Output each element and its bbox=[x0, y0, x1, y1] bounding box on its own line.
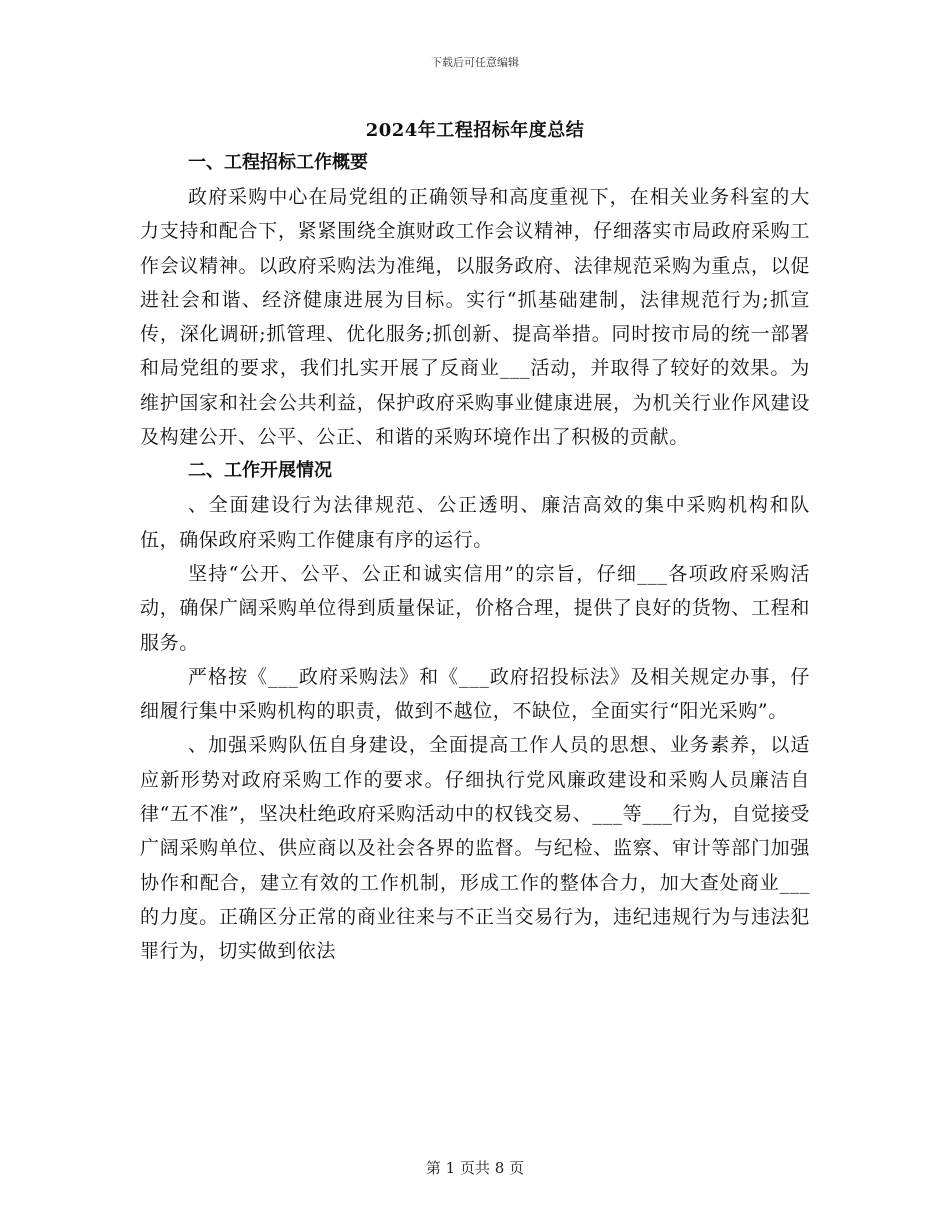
document-body bbox=[140, 146, 810, 969]
page-number-footer: 第 1 页共 8 页 bbox=[425, 1159, 525, 1177]
document-title: 2024年工程招标年度总结 bbox=[365, 120, 585, 141]
section-heading: 二、工作开展情况 bbox=[188, 460, 332, 482]
section-2 bbox=[140, 454, 810, 968]
section-heading: 一、工程招标工作概要 bbox=[188, 152, 368, 173]
paragraph: 严格按《___政府采购法》和《___政府招投标法》及相关规定办事，仔细履行集中采购机构的职责，做到不越位，不缺位，全面实行“阳光采购”。 bbox=[140, 665, 810, 723]
section-1 bbox=[140, 146, 810, 454]
paragraph: 坚持“公开、公平、公正和诚实信用”的宗旨，仔细___各项政府采购活动，确保广阔采购单位得到质量保证，价格合理，提供了良好的货物、工程和服务。 bbox=[140, 562, 810, 654]
paragraph: 、全面建设行为法律规范、公正透明、廉洁高效的集中采购机构和队伍，确保政府采购工作健康有序的运行。 bbox=[140, 494, 810, 551]
header-note: 下载后可任意编辑 bbox=[431, 56, 519, 69]
paragraph: 政府采购中心在局党组的正确领导和高度重视下，在相关业务科室的大力支持和配合下，紧紧围绕全旗财政工作会议精神，仔细落实市局政府采购工作会议精神。以政府采购法为准绳，以服务政府、法律规范采购为重点，以促进社会和谐、经济健康进展为目标。实行“抓基础建制，法律规范行为;抓宣传，深化调研;抓管理、优化服务;抓创新、提高举措。同时按市局的统一部署和局党组的要求，我们扎实开展了反商业___活动，并取得了较好的效果。为维护国家和社会公共利益，保护政府采购事业健康进展，为机关行业作风建设及构建公开、公平、公正、和谐的采购环境作出了积极的贡献。 bbox=[140, 186, 810, 449]
paragraph: 、加强采购队伍自身建设，全面提高工作人员的思想、业务素养，以适应新形势对政府采购工作的要求。仔细执行党风廉政建设和采购人员廉洁自律“五不准”，坚决杜绝政府采购活动中的权钱交易、___等___行为，自觉接受广阔采购单位、供应商以及社会各界的监督。与纪检、监察、审计等部门加强协作和配合，建立有效的工作机制，形成工作的整体合力，加大查处商业___的力度。正确区分正常的商业往来与不正当交易行为，违纪违规行为与违法犯罪行为，切实做到依法 bbox=[140, 734, 810, 963]
